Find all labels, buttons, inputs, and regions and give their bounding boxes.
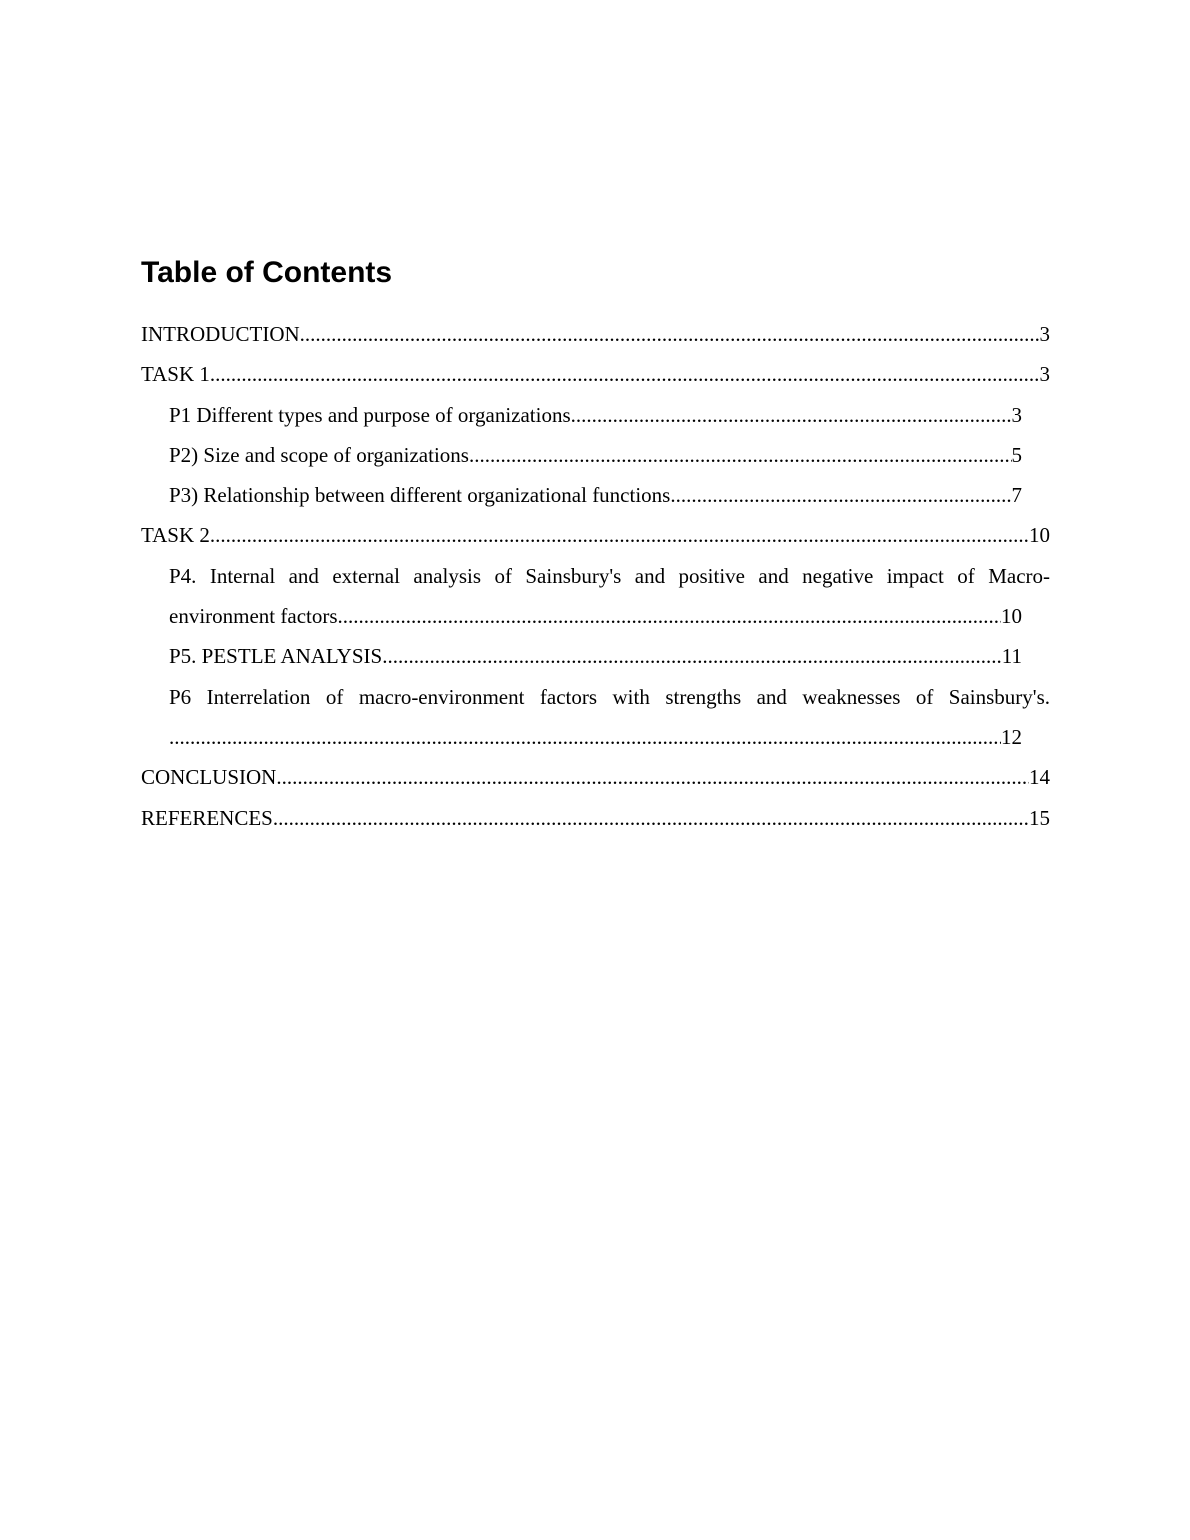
dot-leader: [210, 354, 1040, 394]
dot-leader: [338, 596, 1001, 636]
toc-entry-page: 3: [1011, 402, 1022, 427]
toc-entry-page: 10: [1001, 604, 1022, 629]
toc-entry-text: REFERENCES: [141, 805, 273, 830]
toc-entry-p2[interactable]: [169, 435, 1022, 475]
toc-entry-page: 3: [1039, 322, 1050, 346]
toc-entry-page: 12: [1001, 724, 1022, 749]
toc-entry-introduction[interactable]: [141, 314, 1050, 354]
toc-entry-p1[interactable]: [169, 395, 1022, 435]
toc-entry-task1[interactable]: [141, 354, 1050, 394]
dot-leader: [276, 757, 1029, 797]
dot-leader: [169, 717, 1001, 757]
toc-entry-text: TASK 1: [141, 362, 210, 387]
toc-entry-text: P1 Different types and purpose of organizations: [169, 402, 571, 427]
toc-entry-text: P4. Internal and external analysis of Sainsbury's and positive and negative impact of Macro-: [169, 563, 1050, 588]
toc-entry-text: TASK 2: [141, 523, 210, 548]
toc-entry-page: 10: [1029, 523, 1050, 548]
toc-entry-page: 7: [1011, 483, 1022, 508]
toc-entry-references[interactable]: [141, 798, 1050, 838]
toc-entry-p4-line2[interactable]: [169, 596, 1022, 636]
toc-title: Table of Contents: [141, 256, 393, 289]
toc-entry-text: P3) Relationship between different organizational functions: [169, 483, 671, 508]
toc-entry-p5[interactable]: [169, 636, 1022, 676]
toc-entry-text: P2) Size and scope of organizations: [169, 442, 469, 467]
dot-leader: [571, 395, 1012, 435]
dot-leader: [382, 636, 1002, 676]
toc-entry-page: 5: [1011, 442, 1022, 467]
dot-leader: [210, 515, 1029, 555]
toc-entry-text: CONCLUSION: [141, 765, 277, 790]
dot-leader: [469, 435, 1012, 475]
toc-entry-text: P6 Interrelation of macro-environment factors with strengths and weaknesses of Sainsbury's.: [169, 684, 1050, 709]
toc-entry-page: 11: [1001, 644, 1022, 669]
toc-entry-p6-line1[interactable]: [169, 677, 1050, 717]
dot-leader: [300, 314, 1040, 354]
dot-leader: [670, 475, 1011, 515]
toc-list: [141, 314, 1050, 838]
dot-leader: [273, 798, 1029, 838]
toc-entry-text: INTRODUCTION: [141, 322, 300, 346]
toc-entry-text: P5. PESTLE ANALYSIS: [169, 644, 383, 669]
toc-entry-page: 15: [1029, 805, 1050, 830]
toc-entry-conclusion[interactable]: [141, 757, 1050, 797]
toc-entry-text: environment factors: [169, 604, 338, 629]
toc-entry-page: 14: [1029, 765, 1050, 790]
toc-entry-p6-line2[interactable]: [169, 717, 1022, 757]
toc-entry-page: 3: [1039, 362, 1050, 387]
toc-entry-task2[interactable]: [141, 515, 1050, 555]
toc-entry-p4-line1[interactable]: [169, 556, 1050, 596]
toc-entry-p3[interactable]: [169, 475, 1022, 515]
